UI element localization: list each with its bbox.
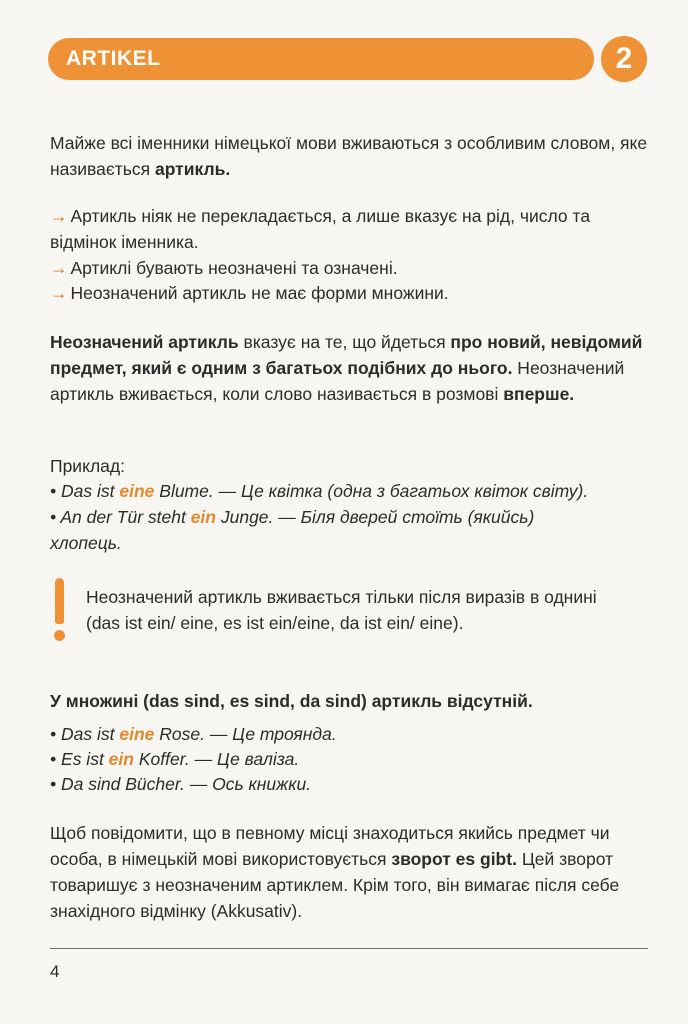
- indef-first-time: вперше.: [503, 384, 575, 404]
- plural-example-item: [50, 771, 650, 797]
- indefinite-article-paragraph: [50, 329, 650, 407]
- chapter-number-badge: 2: [601, 36, 647, 82]
- chapter-header-bar: [48, 38, 594, 80]
- es-gibt-text-2: Цей зворот товаришує з неозначеним артиклем. Крім того, він вимагає після себе знахідного відмінку (Akkusativ).: [50, 849, 620, 921]
- bullet-icon: •: [50, 774, 57, 794]
- example-label: Приклад:: [50, 456, 125, 476]
- bullet-text: Артикль ніяк не перекладається, а лише вказує на рід, число та відмінок іменника.: [50, 206, 591, 252]
- plural-heading-text: У множині (das sind, es sind, da sind) артикль відсутній.: [50, 691, 533, 711]
- bullet-icon: •: [50, 724, 57, 744]
- indef-emphasis: про новий, невідомий предмет, який є одним з багатьох подібних до нього.: [50, 332, 643, 378]
- article-highlight: ein: [108, 749, 134, 769]
- article-highlight: eine: [119, 724, 155, 744]
- bullet-icon: •: [50, 507, 57, 527]
- bullet-icon: •: [50, 481, 57, 501]
- plural-example-item: [50, 721, 650, 747]
- indef-term: Неозначений артикль: [50, 332, 239, 352]
- intro-bold-term: артикль.: [154, 159, 231, 179]
- plural-heading: [50, 688, 650, 714]
- intro-text: Майже всі іменники німецької мови вживаються з особливим словом, яке називається: [50, 133, 648, 179]
- footer-divider: [50, 948, 648, 949]
- bullet-text: Артиклі бувають неозначені та означені.: [70, 258, 398, 278]
- plural-example-item: [50, 746, 650, 772]
- note-text: Неозначений артикль вживається тільки після виразів в однині (das ist ein/ eine, es ist ein/eine, da ist ein/ eine).: [86, 587, 597, 633]
- bullet-item: [50, 280, 650, 306]
- article-highlight: ein: [190, 507, 216, 527]
- bullet-item: [50, 203, 650, 255]
- es-gibt-term: зворот es gibt.: [391, 849, 517, 869]
- arrow-icon: →: [50, 283, 68, 303]
- example-translation: Junge. — Біля дверей стоїть (якийсь) хлопець.: [50, 507, 535, 553]
- example-german: Das ist: [61, 481, 120, 501]
- arrow-icon: →: [50, 258, 68, 278]
- example-translation: Rose. — Це троянда.: [154, 724, 337, 744]
- es-gibt-text: Щоб повідомити, що в певному місці знаходиться якийсь предмет чи особа, в німецькій мові використовується: [50, 823, 610, 869]
- bullet-icon: •: [50, 749, 57, 769]
- indef-text-2: Неозначений артикль вживається, коли слово називається в розмові: [50, 358, 625, 404]
- example-translation: Koffer. — Це валіза.: [133, 749, 300, 769]
- example-german: Das ist: [61, 724, 120, 744]
- bullet-item: [50, 255, 650, 281]
- example-german: Da sind Bücher. — Ось книжки.: [61, 774, 312, 794]
- exclamation-icon: [52, 578, 68, 644]
- example-translation: Blume. — Це квітка (одна з багатьох квіток світу).: [154, 481, 589, 501]
- example-item: [50, 504, 610, 556]
- article-highlight: eine: [119, 481, 155, 501]
- page-number: 4: [50, 962, 60, 981]
- intro-paragraph: [50, 130, 650, 182]
- example-item: [50, 478, 650, 504]
- bullet-text: Неозначений артикль не має форми множини.: [70, 283, 449, 303]
- example-german: Es ist: [61, 749, 109, 769]
- example-german: An der Tür steht: [60, 507, 191, 527]
- arrow-icon: →: [50, 206, 68, 226]
- indef-text: вказує на те, що йдеться: [238, 332, 451, 352]
- chapter-title: ARTIKEL: [66, 47, 161, 70]
- es-gibt-paragraph: [50, 820, 648, 924]
